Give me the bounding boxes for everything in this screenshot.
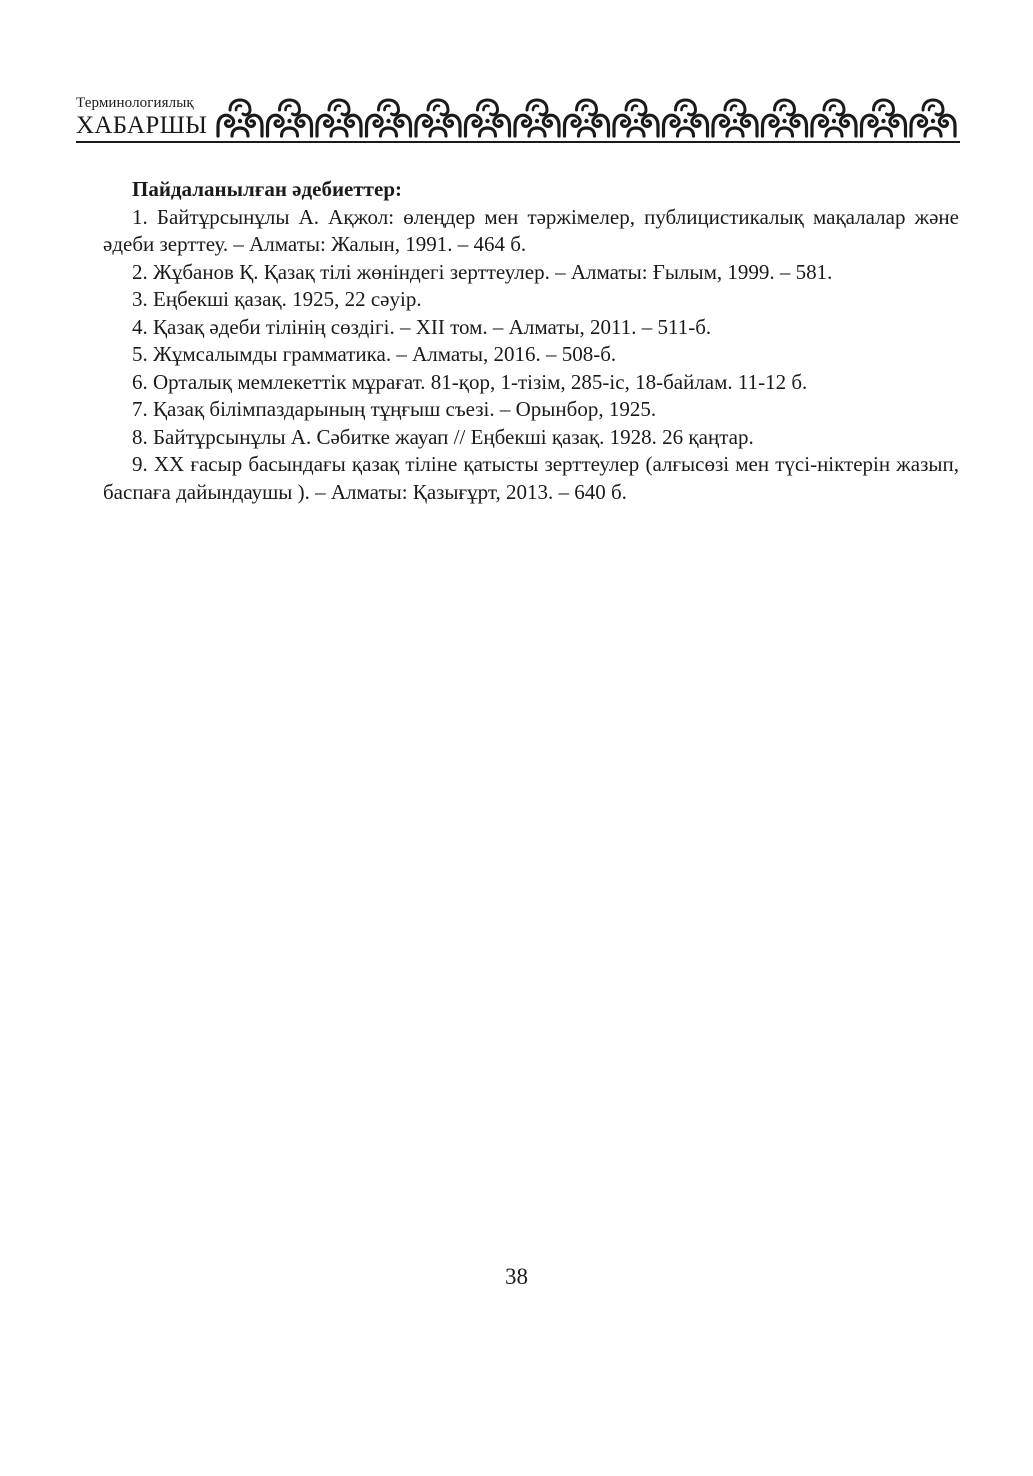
kazakh-ornament-icon (216, 96, 960, 140)
references-title: Пайдаланылған әдебиеттер: (132, 177, 402, 201)
reference-item: 1. Байтұрсынұлы А. Ақжол: өлеңдер мен тәржімелер, публицистикалық мақалалар және әдеби зерттеу. – Алматы: Жалын, 1991. – 464 б. (103, 204, 959, 256)
page-number: 38 (505, 1264, 528, 1289)
page-header (76, 96, 960, 146)
reference-item: 7. Қазақ білімпаздарының тұңғыш съезі. – Орынбор, 1925. (132, 397, 657, 421)
references-section (103, 176, 959, 506)
reference-item: 8. Байтұрсынұлы А. Сәбитке жауап // Еңбекші қазақ. 1928. 26 қаңтар. (132, 424, 754, 449)
journal-title (76, 96, 207, 138)
reference-item: 4. Қазақ әдеби тілінің сөздігі. – XII том. – Алматы, 2011. – 511-б. (132, 314, 712, 339)
reference-item: 3. Еңбекші қазақ. 1925, 22 сәуір. (132, 287, 422, 311)
reference-item: 2. Жұбанов Қ. Қазақ тілі жөніндегі зерттеулер. – Алматы: Ғылым, 1999. – 581. (132, 259, 833, 284)
header-divider (76, 141, 960, 143)
reference-item: 5. Жұмсалымды грамматика. – Алматы, 2016. – 508-б. (132, 342, 617, 366)
reference-item: 6. Орталық мемлекеттік мұрағат. 81-қор, 1-тізім, 285-іс, 18-байлам. 11-12 б. (132, 369, 808, 394)
journal-title-big: ХАБАРШЫ (76, 112, 208, 139)
journal-title-small: Терминологиялық (76, 95, 194, 111)
reference-item: 9. XX ғасыр басындағы қазақ тіліне қатысты зерттеулер (алғысөзі мен түсі-ніктерін жазып, баспаға дайындаушы ). – Алматы: Қазығұрт, 2013. – 640 б. (103, 452, 959, 504)
